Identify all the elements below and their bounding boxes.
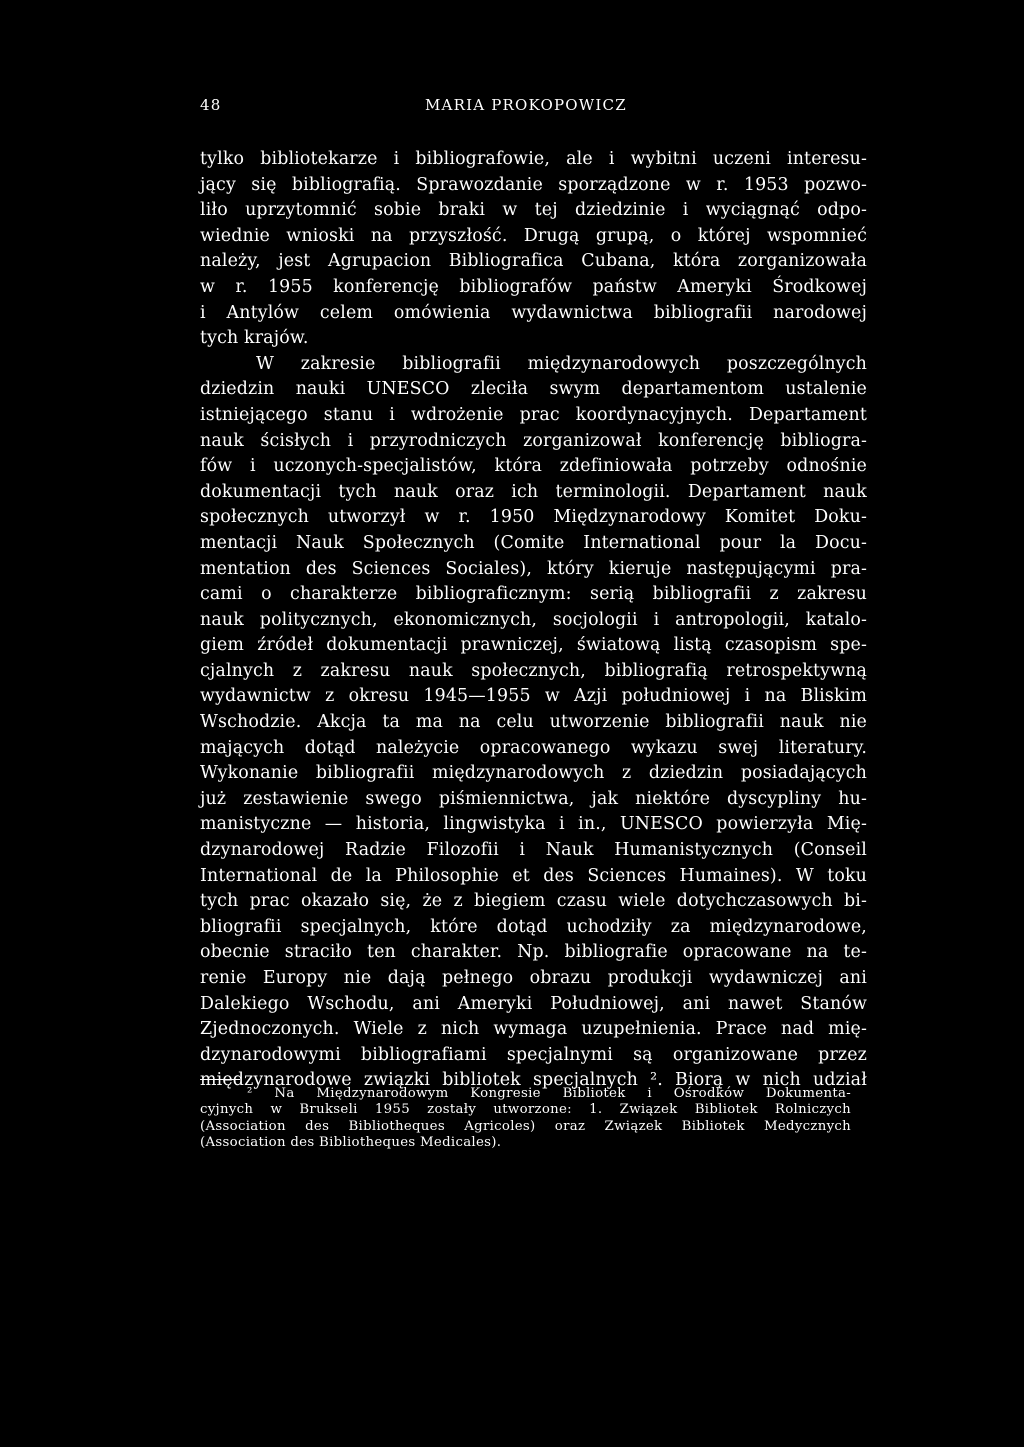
body-line: International de la Philosophie et des Sciences Humaines). W toku xyxy=(200,865,867,886)
page-header xyxy=(200,96,867,120)
body-line: istniejącego stanu i wdrożenie prac koordynacyjnych. Departament xyxy=(200,404,867,425)
body-line: dokumentacji tych nauk oraz ich terminologii. Departament nauk xyxy=(200,481,867,502)
footnote-line: ² Na Międzynarodowym Kongresie Bibliotek i Ośrodków Dokumenta- xyxy=(247,1086,851,1101)
body-line: wydawnictw z okresu 1945—1955 w Azji południowej i na Bliskim xyxy=(200,686,867,707)
body-line: mentation des Sciences Sociales), który kieruje następującymi pra- xyxy=(200,558,867,579)
body-line: nauk ścisłych i przyrodniczych zorganizował konferencję bibliogra- xyxy=(200,430,867,451)
body-line: wiednie wnioski na przyszłość. Drugą grupą, o której wspomnieć xyxy=(200,225,867,246)
body-line: tych krajów. xyxy=(200,328,309,349)
body-line: należy, jest Agrupacion Bibliografica Cubana, która zorganizowała xyxy=(200,251,867,272)
footnote xyxy=(200,1086,851,1152)
body-line: cjalnych z zakresu nauk społecznych, bibliografią retrospektywną xyxy=(200,660,867,681)
body-line: społecznych utworzył w r. 1950 Międzynarodowy Komitet Doku- xyxy=(200,507,867,528)
body-text xyxy=(200,147,867,1094)
running-head: MARIA PROKOPOWICZ xyxy=(425,96,627,114)
body-line: dziedzin nauki UNESCO zleciła swym departamentom ustalenie xyxy=(200,379,867,400)
body-line: w r. 1955 konferencję bibliografów państw Ameryki Środkowej xyxy=(200,276,867,297)
body-line: jący się bibliografią. Sprawozdanie sporządzone w r. 1953 pozwo- xyxy=(200,174,867,195)
body-line: już zestawienie swego piśmiennictwa, jak niektóre dyscypliny hu- xyxy=(200,788,867,809)
body-line: liło uprzytomnić sobie braki w tej dziedzinie i wyciągnąć odpo- xyxy=(200,200,867,221)
body-line: dzynarodowej Radzie Filozofii i Nauk Humanistycznych (Conseil xyxy=(200,840,867,861)
footnote-line: (Association des Bibliotheques Agricoles) oraz Związek Bibliotek Medycznych xyxy=(200,1118,851,1134)
body-line: Wschodzie. Akcja ta ma na celu utworzenie bibliografii nauk nie xyxy=(200,712,867,733)
body-line: manistyczne — historia, lingwistyka i in., UNESCO powierzyła Mię- xyxy=(200,814,867,835)
body-line: dzynarodowymi bibliografiami specjalnymi są organizowane przez xyxy=(200,1044,867,1065)
body-line: Dalekiego Wschodu, ani Ameryki Południowej, ani nawet Stanów xyxy=(200,993,867,1014)
body-line: mentacji Nauk Społecznych (Comite International pour la Docu- xyxy=(200,532,867,553)
body-line: renie Europy nie dają pełnego obrazu produkcji wydawniczej ani xyxy=(200,968,867,988)
footnote-rule xyxy=(200,1079,240,1080)
body-line: nauk politycznych, ekonomicznych, socjologii i antropologii, katalo- xyxy=(200,609,867,630)
footnote-line: cyjnych w Brukseli 1955 zostały utworzone: 1. Związek Bibliotek Rolniczych xyxy=(200,1102,851,1118)
body-line: giem źródeł dokumentacji prawniczej, światową listą czasopism spe- xyxy=(200,635,867,656)
body-line: Zjednoczonych. Wiele z nich wymaga uzupełnienia. Prace nad mię- xyxy=(200,1019,867,1040)
page-number: 48 xyxy=(200,96,222,114)
body-line: W zakresie bibliografii międzynarodowych poszczególnych xyxy=(256,353,867,374)
body-line: obecnie straciło ten charakter. Np. bibliografie opracowane na te- xyxy=(200,942,867,963)
body-line: i Antylów celem omówienia wydawnictwa bibliografii narodowej xyxy=(200,302,867,323)
body-line: Wykonanie bibliografii międzynarodowych z dziedzin posiadających xyxy=(200,763,867,784)
body-line: cami o charakterze bibliograficznym: serią bibliografii z zakresu xyxy=(200,584,867,605)
body-line: międzynarodowe związki bibliotek specjalnych ². Biorą w nich udział xyxy=(200,1070,867,1091)
body-line: bliografii specjalnych, które dotąd uchodziły za międzynarodowe, xyxy=(200,916,867,937)
body-line: tylko bibliotekarze i bibliografowie, ale i wybitni uczeni interesu- xyxy=(200,149,867,169)
body-line: tych prac okazało się, że z biegiem czasu wiele dotychczasowych bi- xyxy=(200,891,867,912)
footnote-line: (Association des Bibliotheques Medicales). xyxy=(200,1135,502,1151)
body-line: mających dotąd należycie opracowanego wykazu swej literatury. xyxy=(200,737,867,758)
body-line: fów i uczonych-specjalistów, która zdefiniowała potrzeby odnośnie xyxy=(200,456,867,477)
